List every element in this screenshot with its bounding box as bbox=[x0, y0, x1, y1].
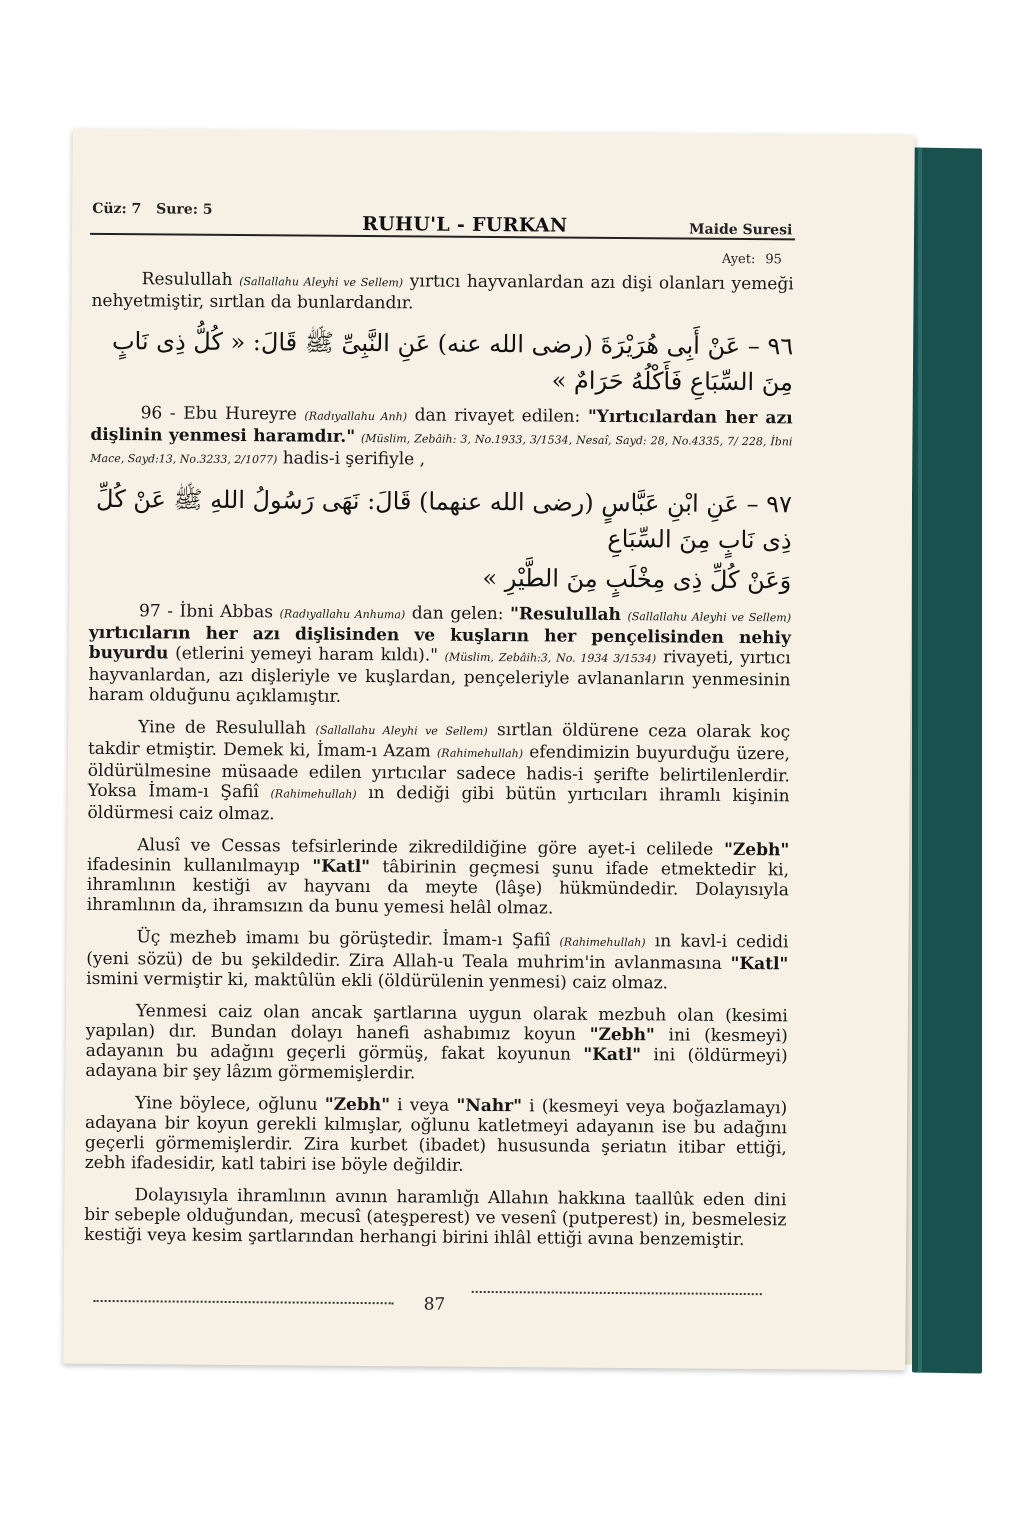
honorific: (Sallallahu Aleyhi ve Sellem) bbox=[315, 723, 488, 738]
running-header-left bbox=[92, 201, 222, 218]
text: yırtıcı hayvanlardan azı dişi olanları yemeği nehyetmiştir, sırtlan da bunlardandır. bbox=[91, 271, 794, 314]
term: "Katl" bbox=[730, 953, 789, 975]
paragraph-8: Dolayısıyla ihramlının avının haramlığı Allahın hakkına taallûk eden dini bir sebeple olduğundan, mecusî (ateşperest) ve vesenî (putperest) in, besmelesiz kestiği veya kesim şartlarından herhangi birini ihlâl ettiği avına benzemiştir. bbox=[84, 1185, 787, 1251]
footer-dotted-line-left bbox=[94, 1300, 394, 1304]
section-title: Maide Suresi bbox=[689, 221, 793, 239]
paragraph-5 bbox=[86, 927, 788, 995]
paragraph-3 bbox=[87, 717, 790, 829]
text: Yenmesi caiz olan ancak şartlarına uygun olarak mezbuh olan (kesimi yapılan) dır. Bundan dolayı hanefi ashabımız koyun bbox=[85, 1001, 788, 1045]
ayet-label: Ayet: bbox=[721, 251, 756, 268]
page-footer bbox=[94, 1292, 784, 1319]
term: "Katl" bbox=[312, 856, 371, 878]
paragraph-intro bbox=[91, 269, 793, 317]
text: Alusî ve Cessas tefsirlerinde zikredildiğine göre ayet-i celilede bbox=[137, 835, 714, 860]
citation: (Müslim, Zebâih:3, No. 1934 3/1534) bbox=[444, 650, 657, 666]
arabic-hadith-96: ٩٦ – عَنْ أَبِى هُرَيْرَةَ (رضى الله عنه) عَنِ النَّبِىِّ ﷺ قَالَ: « كُلُّ ذِى نَابٍ مِنَ السِّبَاعِ فَأَكْلُهُ حَرَامٌ » bbox=[111, 327, 794, 397]
arabic-hadith-97-line2: وَعَنْ كُلِّ ذِى مِخْلَبٍ مِنَ الطَّيْرِ » bbox=[482, 563, 792, 595]
honorific: (Rahimehullah) bbox=[270, 787, 357, 801]
text: Yine de Resulullah bbox=[138, 717, 307, 739]
page-body bbox=[84, 269, 794, 1262]
text: ismini vermiştir ki, maktûlün ekli (öldürülenin yenmesi) caiz olmaz. bbox=[86, 968, 669, 994]
text: dan gelen: bbox=[411, 603, 504, 625]
book-cover-edge bbox=[912, 148, 982, 1374]
honorific: (Radıyallahu Anhuma) bbox=[279, 607, 406, 622]
hadith-quote: "Yırtıcılardan her azı dişlinin yenmesi haramdır." bbox=[90, 406, 793, 447]
text: hadis-i şerifiyle , bbox=[282, 448, 426, 470]
term: "Katl" bbox=[583, 1044, 642, 1066]
text: Üç mezheb imamı bu görüştedir. İmam-ı Şafiî bbox=[136, 927, 551, 951]
ayet-number: 95 bbox=[765, 252, 782, 268]
text: tâbirinin geçmesi şunu ifade etmektedir ki, ihramlının kestiği av hayvanı da meyte (lâşe) hükmündedir. Dolayısıyla ihramlının da, ihramsızın da bunu yemesi helâl olmaz. bbox=[86, 857, 790, 919]
text: i veya bbox=[397, 1095, 450, 1116]
text: ifadesinin kullanılmayıp bbox=[87, 854, 301, 877]
text: ın kavl-i cedidi (yeni sözü) de bu şekildedir. Zira Allah-u Teala muhrim'in avlanmasına bbox=[86, 931, 789, 974]
text: (etlerini yemeyi haram kıldı)." bbox=[175, 643, 439, 666]
honorific: (Rahimehullah) bbox=[559, 935, 646, 950]
paragraph-4 bbox=[87, 835, 790, 921]
honorific: (Sallallahu Aleyhi ve Sellem) bbox=[627, 610, 792, 625]
text: i (kesmeyi veya boğazlamayı) adayana bir koyun gerekli kılmışlar, oğlunu katletmeyi adayanın ise bu adağını geçerli görmemişlerdir. Zira kurbet (ibadet) hususunda şeriatın itibar ettiği, zebh ifadesidir, katl tabiri ise böyle değildir. bbox=[84, 1096, 788, 1176]
book-page bbox=[63, 129, 915, 1371]
paragraph-96 bbox=[90, 403, 792, 475]
honorific: (Rahimehullah) bbox=[436, 746, 524, 761]
ayet-reference bbox=[712, 252, 782, 268]
term: "Zebh" bbox=[324, 1094, 391, 1116]
footer-dotted-line-right bbox=[472, 1291, 762, 1295]
text: sırtlan öldürene ceza olarak koç takdir etmiştir. Demek ki, İmam-ı Azam bbox=[87, 720, 791, 762]
paragraph-97 bbox=[88, 601, 791, 711]
text: ini (kesmeyi) adayanın bu adağını geçerli görmüş, fakat koyunun bbox=[85, 1025, 788, 1065]
book-title: RUHU'L - FURKAN bbox=[362, 212, 568, 237]
arabic-hadith-97-line1: ٩٧ – عَنِ ابْنِ عَبَّاسٍ (رضى الله عنهما) قَالَ: نَهَى رَسُولُ اللهِ ﷺ عَنْ كُلِّ ذِى نَابٍ مِنَ السِّبَاعِ bbox=[96, 484, 793, 555]
term: "Zebh" bbox=[723, 839, 790, 861]
text: 97 - İbni Abbas bbox=[138, 601, 274, 623]
text: dan rivayet edilen: bbox=[414, 405, 581, 427]
text: Resulullah bbox=[141, 269, 233, 290]
text: rivayeti, yırtıcı hayvanlardan, azı dişleriyle ve kuşlardan, pençeleriyle avlananların yenmesinin haram olduğunu açıklamıştır. bbox=[88, 647, 791, 707]
page-number: 87 bbox=[423, 1294, 446, 1315]
text: Yine böylece, oğlunu bbox=[135, 1093, 318, 1115]
citation: (Müslim, Zebâih: 3, No.1933, 3/1534, Nesaî, Sayd: 28, No.4335, 7/ 228, İbni Mace, Sayd:13, No.3233, 2/1077) bbox=[90, 431, 793, 467]
text: ini (öldürmeyi) adayana bir şey lâzım görmemişlerdir. bbox=[85, 1045, 788, 1084]
text: ın dediği gibi bütün yırtıcıları ihramlı kişinin öldürmesi caiz olmaz. bbox=[87, 783, 790, 825]
term: "Nahr" bbox=[456, 1095, 523, 1117]
paragraph-7 bbox=[85, 1093, 788, 1179]
honorific: (Sallallahu Aleyhi ve Sellem) bbox=[239, 275, 404, 290]
term: "Zebh" bbox=[589, 1024, 655, 1046]
cuz-label: Cüz: 7 bbox=[92, 200, 142, 218]
hadith-quote: "Resulullah bbox=[509, 604, 621, 626]
hadith-quote: yırtıcıların her azı dişlisinden ve kuşların her pençelisinden nehiy buyurdu bbox=[88, 622, 791, 664]
paragraph-6 bbox=[85, 1001, 788, 1087]
text: 96 - Ebu Hureyre bbox=[140, 403, 297, 425]
sure-label: Sure: 5 bbox=[156, 201, 213, 218]
text: efendimizin buyurduğu üzere, öldürülmesine müsaade edilen yırtıcılar sadece hadis-i şerifte belirtilenlerdir. Yoksa İmam-ı Şafiî bbox=[87, 742, 791, 803]
honorific: (Radıyallahu Anh) bbox=[304, 409, 408, 424]
